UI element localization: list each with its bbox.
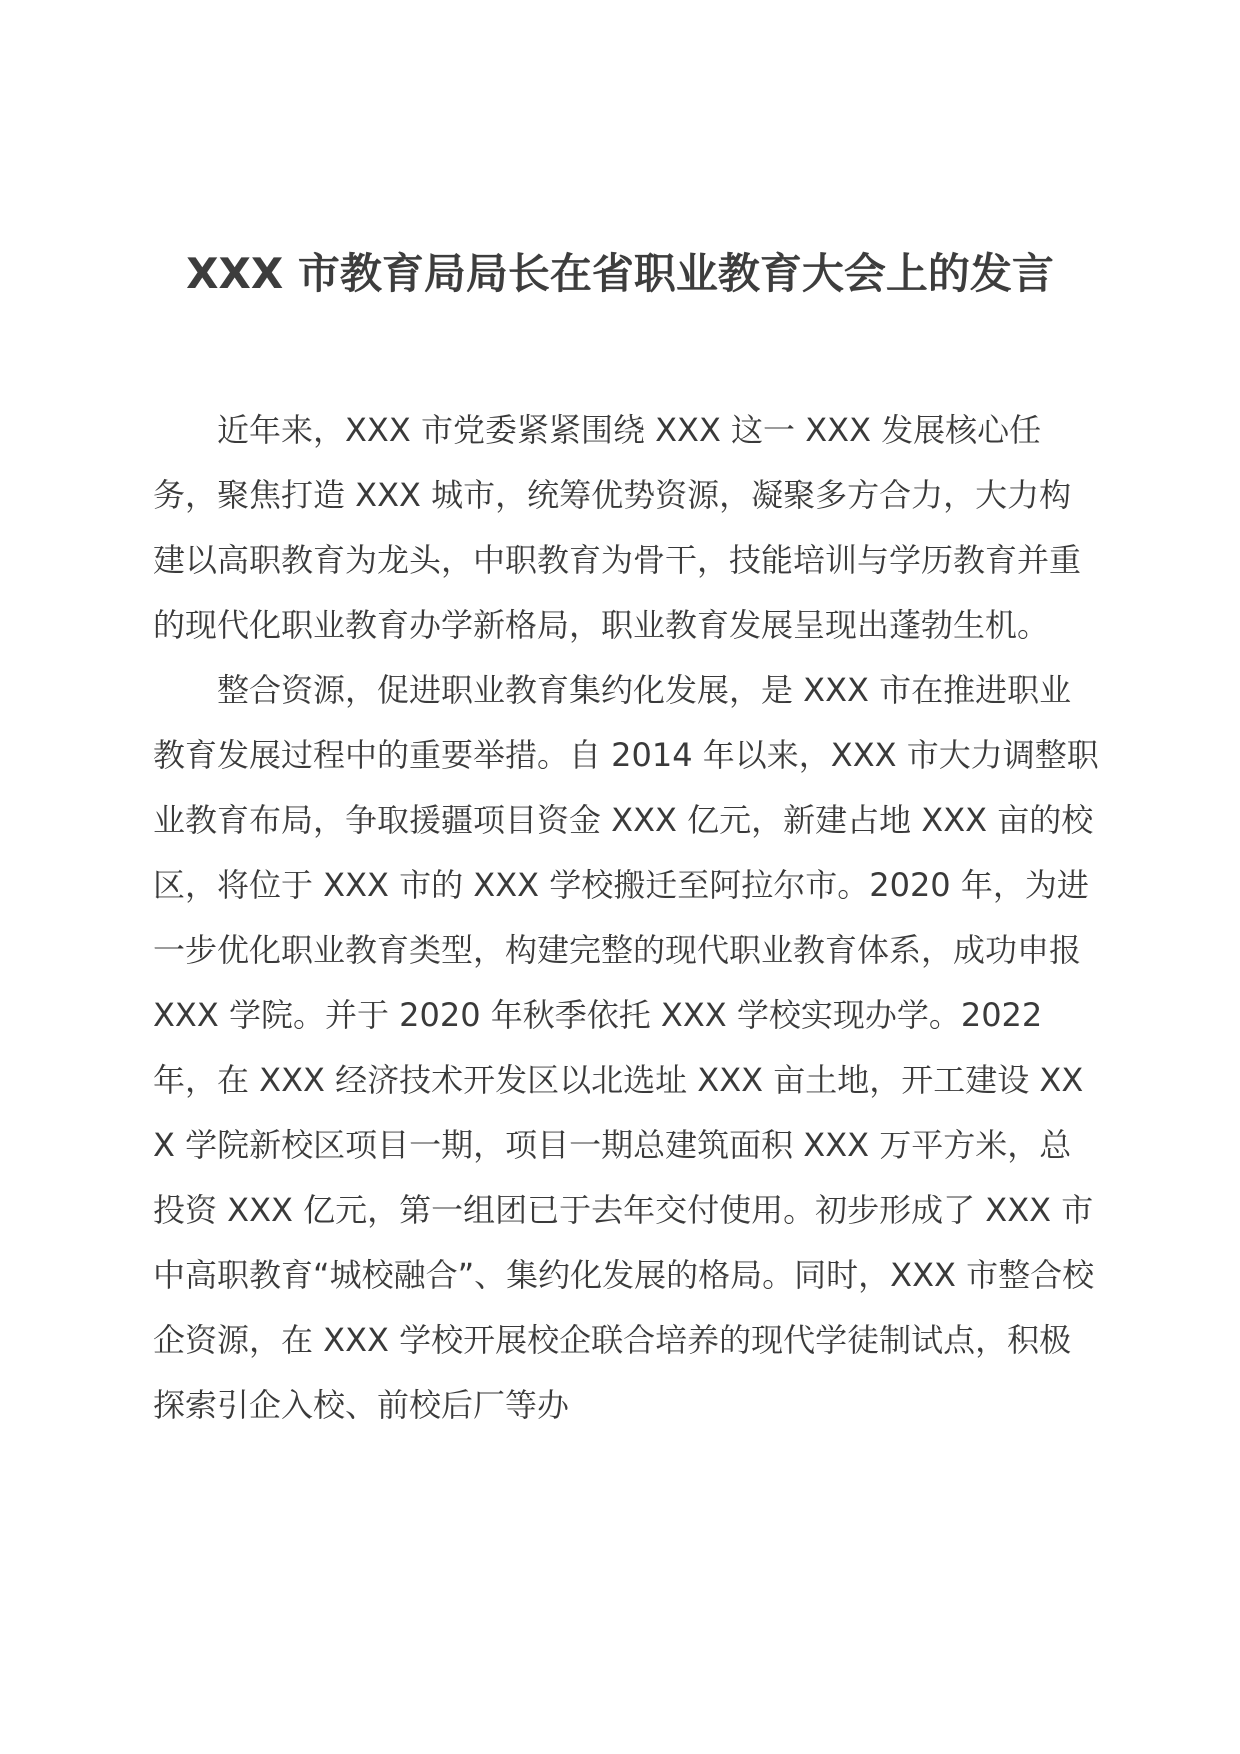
paragraph-integration: 整合资源，促进职业教育集约化发展，是 XXX 市在推进职业教育发展过程中的重要举措。自 2014 年以来，XXX 市大力调整职业教育布局，争取援疆项目资金 XXX 亿元，新建占地 XXX 亩的校区，将位于 XXX 市的 XXX 学校搬迁至阿拉尔市。2020 年，为进一步优化职业教育类型，构建完整的现代职业教育体系，成功申报 XXX 学院。并于 2020 年秋季依托 XXX 学校实现办学。2022 年，在 XXX 经济技术开发区以北选址 XXX 亩土地，开工建设 XXX 学院新校区项目一期，项目一期总建筑面积 XXX 万平方米，总投资 XXX 亿元，第一组团已于去年交付使用。初步形成了 XXX 市中高职教育“城校融合”、集约化发展的格局。同时，XXX 市整合校企资源，在 XXX 学校开展校企联合培养的现代学徒制试点，积极探索引企入校、前校后厂等办	[153, 671, 1099, 1424]
paragraph-intro: 近年来，XXX 市党委紧紧围绕 XXX 这一 XXX 发展核心任务，聚焦打造 XXX 城市，统筹优势资源，凝聚多方合力，大力构建以高职教育为龙头，中职教育为骨干，技能培训与学历教育并重的现代化职业教育办学新格局，职业教育发展呈现出蓬勃生机。	[153, 411, 1082, 644]
document-title: XXX 市教育局局长在省职业教育大会上的发言	[186, 249, 1054, 298]
document-body	[153, 398, 1103, 1438]
